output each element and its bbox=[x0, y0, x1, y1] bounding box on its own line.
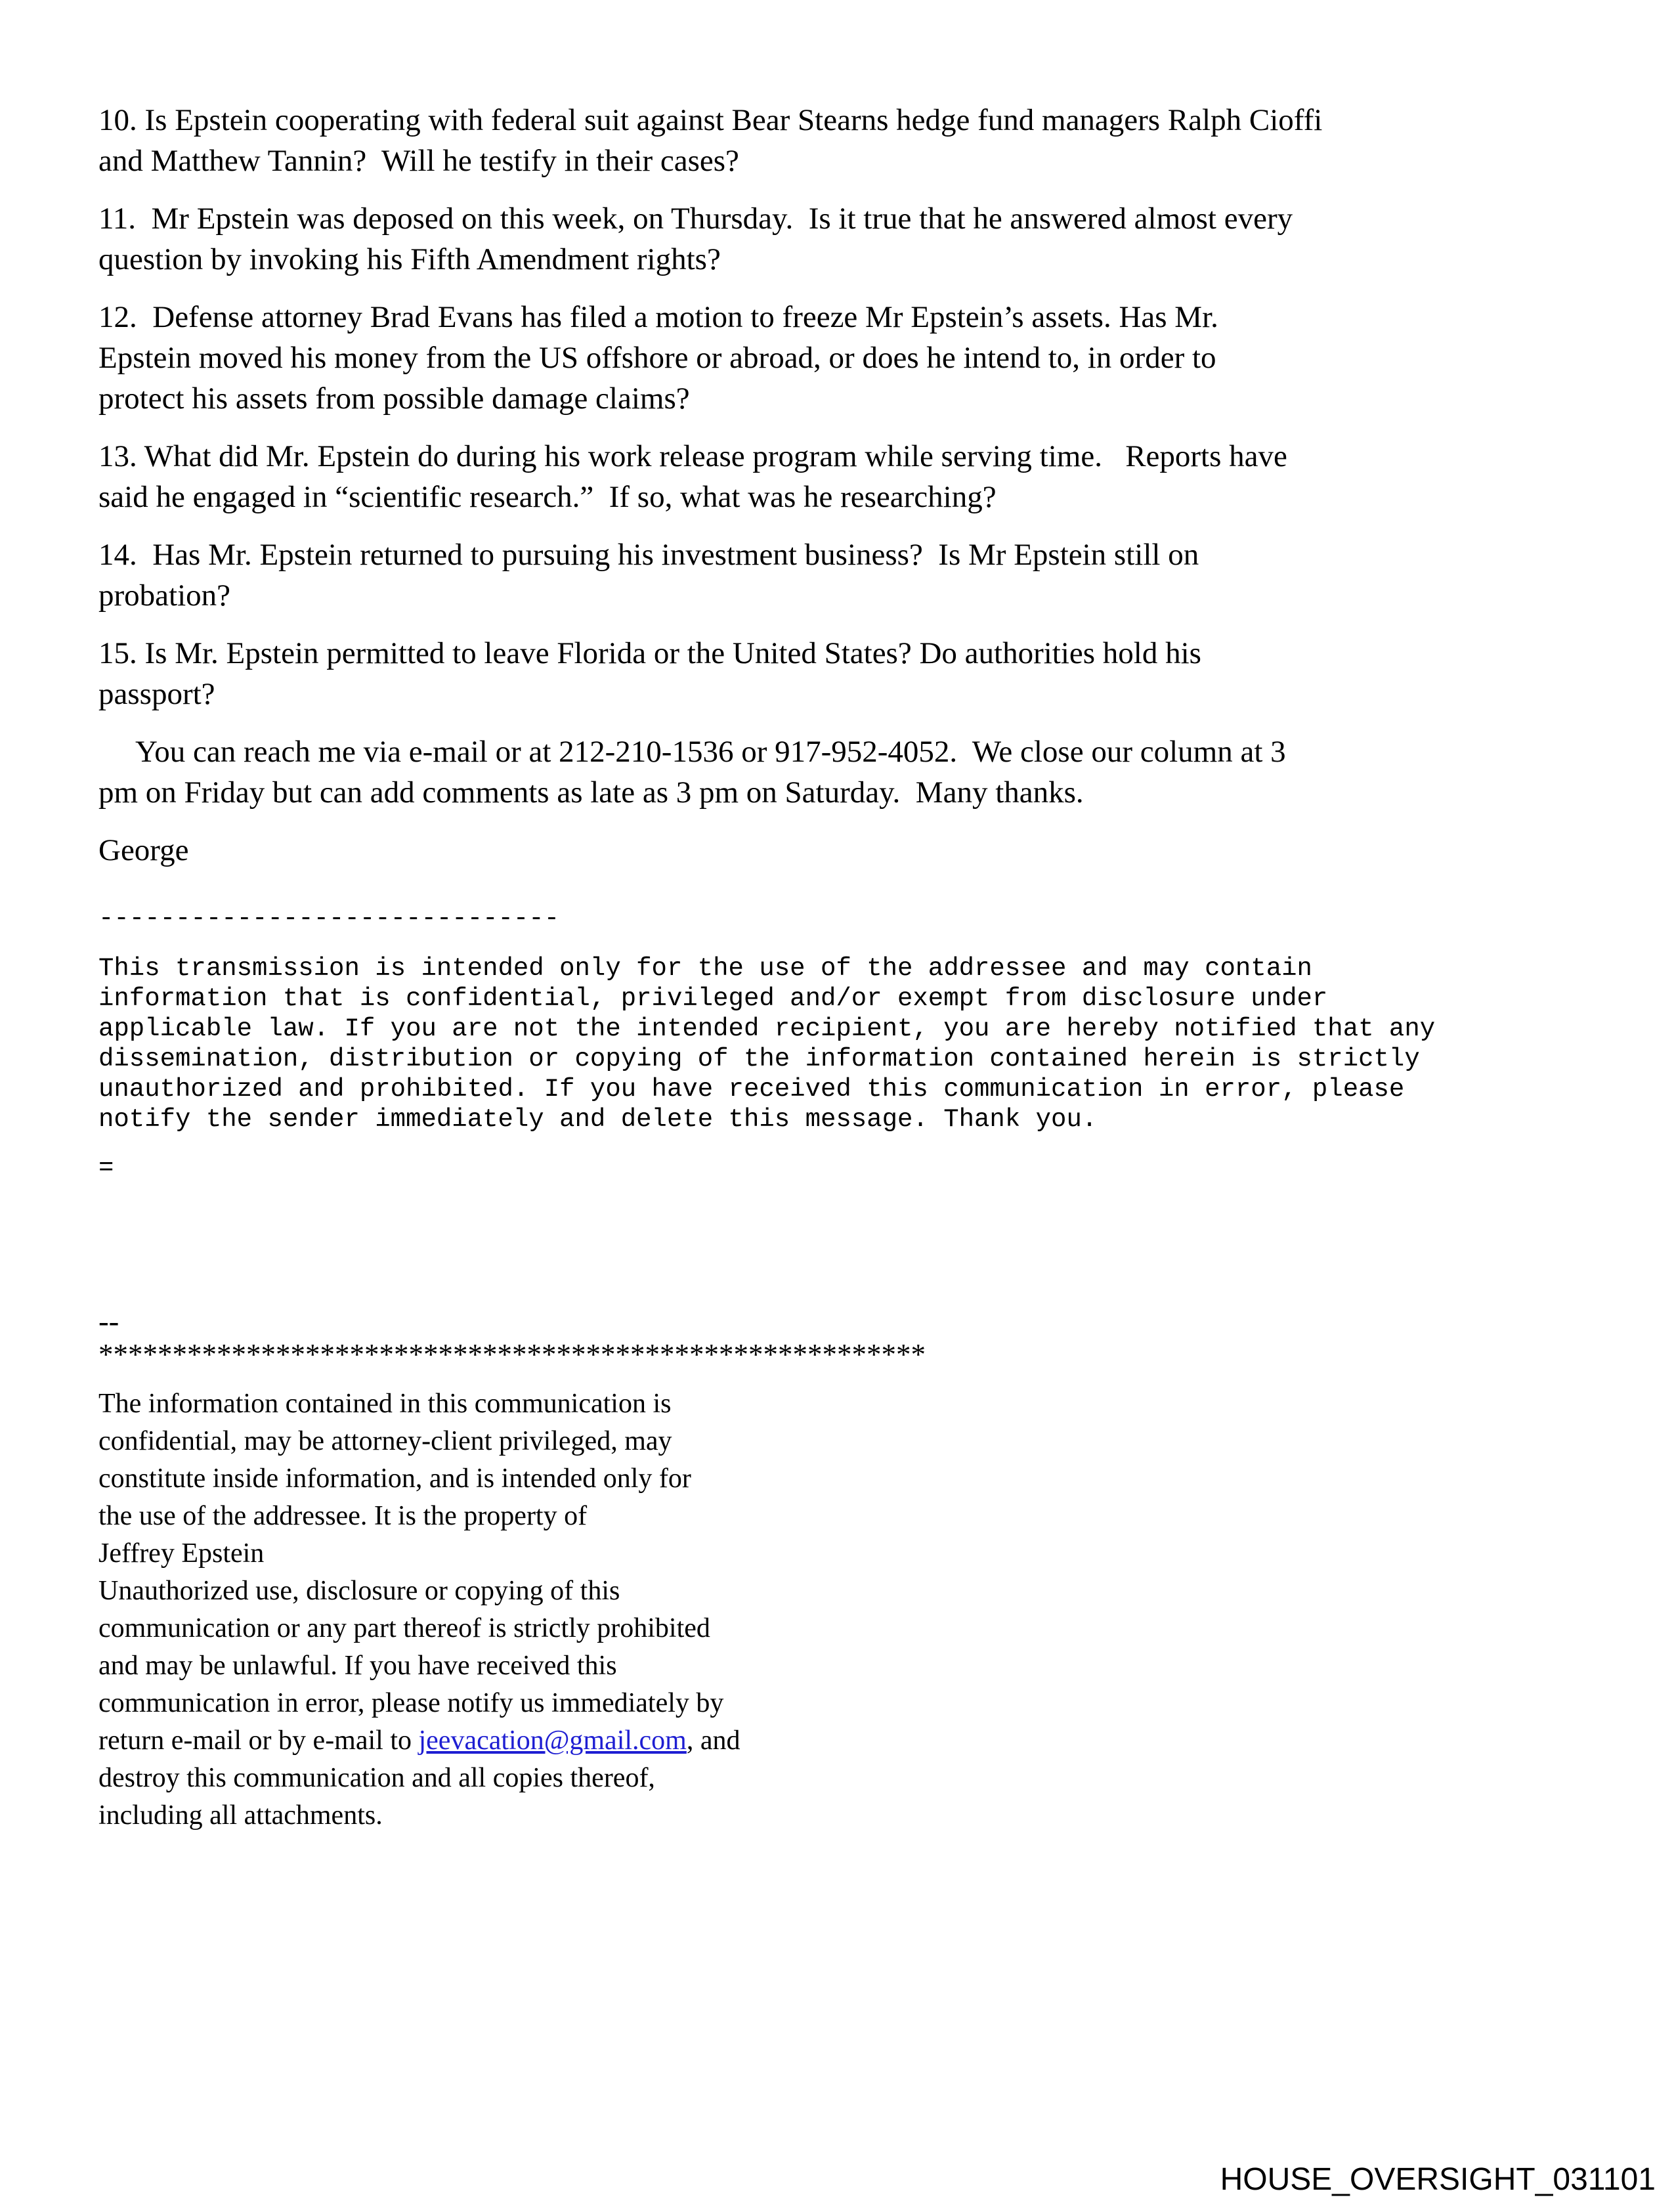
text-line: = bbox=[98, 1154, 114, 1182]
separator-line: ------------------------------ bbox=[98, 904, 560, 933]
confidentiality-disclaimer bbox=[98, 1385, 1608, 1834]
text-line: and may be unlawful. If you have received this bbox=[98, 1651, 617, 1681]
signature-delimiter bbox=[98, 1305, 1608, 1338]
text-line: 13. What did Mr. Epstein do during his work release program while serving time. Reports have bbox=[98, 439, 1287, 473]
text-line: and Matthew Tannin? Will he testify in their cases? bbox=[98, 144, 739, 178]
bates-stamp: HOUSE_OVERSIGHT_031101 bbox=[1220, 2162, 1656, 2197]
text-line: The information contained in this communication is bbox=[98, 1389, 672, 1419]
text-line: constitute inside information, and is intended only for bbox=[98, 1464, 691, 1494]
text-segment: , and bbox=[686, 1725, 740, 1756]
letter-body bbox=[98, 100, 1608, 1834]
text-line: the use of the addressee. It is the property of bbox=[98, 1501, 588, 1531]
asterisk-separator bbox=[98, 1338, 1608, 1371]
separator-line: ******************************************************** bbox=[98, 1338, 926, 1371]
question-11 bbox=[98, 198, 1608, 280]
question-12 bbox=[98, 297, 1608, 419]
text-line: 11. Mr Epstein was deposed on this week, on Thursday. Is it true that he answered almost every bbox=[98, 202, 1293, 236]
email-link[interactable]: jeevacation@gmail.com bbox=[418, 1725, 687, 1756]
text-line: notify the sender immediately and delete this message. Thank you. bbox=[98, 1105, 1098, 1134]
text-line: 12. Defense attorney Brad Evans has filed a motion to freeze Mr Epstein’s assets. Has Mr. bbox=[98, 300, 1218, 334]
text-line: passport? bbox=[98, 677, 215, 711]
text-line: pm on Friday but can add comments as late as 3 pm on Saturday. Many thanks. bbox=[98, 775, 1084, 810]
text-line: probation? bbox=[98, 578, 230, 613]
text-line: applicable law. If you are not the intended recipient, you are hereby notified that any bbox=[98, 1014, 1436, 1043]
text-line: You can reach me via e-mail or at 212-210-1536 or 917-952-4052. We close our column at 3 bbox=[135, 735, 1286, 769]
text-line: 10. Is Epstein cooperating with federal suit against Bear Stearns hedge fund managers Ralph Cioffi bbox=[98, 103, 1323, 137]
signature-name bbox=[98, 830, 1608, 871]
text-line: This transmission is intended only for the use of the addressee and may contain bbox=[98, 954, 1312, 983]
equals-sign-line bbox=[98, 1153, 1608, 1183]
text-line: dissemination, distribution or copying of the information contained herein is strictly bbox=[98, 1045, 1420, 1073]
text-line: communication or any part thereof is strictly prohibited bbox=[98, 1613, 710, 1643]
text-line: Epstein moved his money from the US offshore or abroad, or does he intend to, in order to bbox=[98, 341, 1216, 375]
text-line: including all attachments. bbox=[98, 1800, 383, 1831]
text-line: -- bbox=[98, 1305, 119, 1339]
text-line: Jeffrey Epstein bbox=[98, 1538, 265, 1569]
text-line: said he engaged in “scientific research.” If so, what was he researching? bbox=[98, 480, 997, 514]
text-line-with-link bbox=[98, 1722, 1608, 1760]
text-segment: return e-mail or by e-mail to bbox=[98, 1725, 419, 1756]
text-line: communication in error, please notify us immediately by bbox=[98, 1688, 724, 1718]
question-14 bbox=[98, 534, 1608, 616]
text-line: George bbox=[98, 833, 189, 867]
dashed-separator bbox=[98, 903, 1608, 934]
text-line: 15. Is Mr. Epstein permitted to leave Florida or the United States? Do authorities hold his bbox=[98, 636, 1201, 670]
text-line: confidential, may be attorney-client privileged, may bbox=[98, 1426, 672, 1456]
text-line: question by invoking his Fifth Amendment rights? bbox=[98, 242, 721, 276]
text-line: unauthorized and prohibited. If you have received this communication in error, please bbox=[98, 1075, 1405, 1104]
question-15 bbox=[98, 633, 1608, 714]
question-10 bbox=[98, 100, 1608, 181]
text-line: 14. Has Mr. Epstein returned to pursuing his investment business? Is Mr Epstein still on bbox=[98, 538, 1199, 572]
closing-paragraph bbox=[98, 731, 1608, 813]
transmission-disclaimer bbox=[98, 953, 1608, 1135]
text-line: destroy this communication and all copies thereof, bbox=[98, 1763, 655, 1793]
text-line: Unauthorized use, disclosure or copying of this bbox=[98, 1576, 620, 1606]
question-13 bbox=[98, 436, 1608, 517]
text-line: protect his assets from possible damage claims? bbox=[98, 381, 690, 416]
text-line: information that is confidential, privileged and/or exempt from disclosure under bbox=[98, 984, 1328, 1013]
